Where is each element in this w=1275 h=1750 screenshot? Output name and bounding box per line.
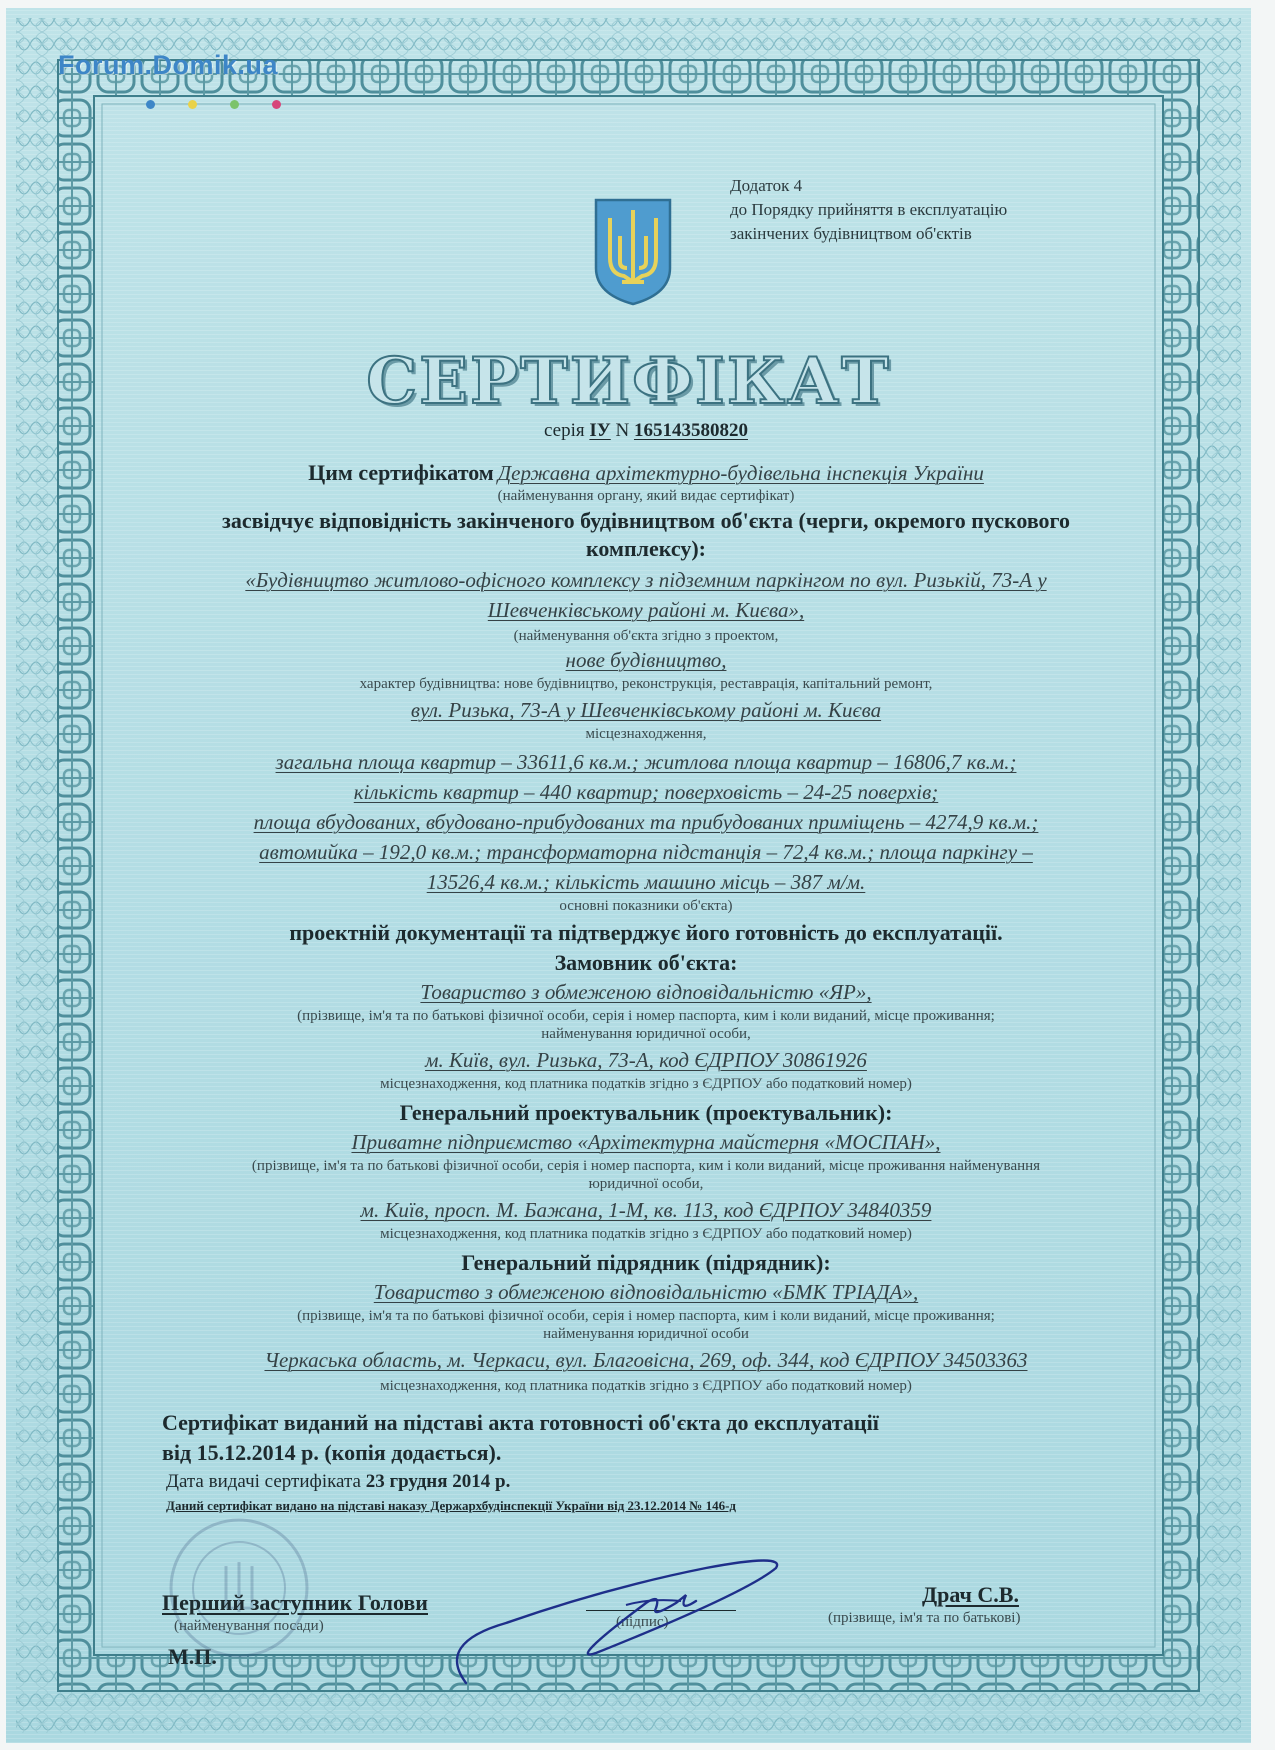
signer-position: Перший заступник Голови xyxy=(162,1590,428,1615)
designer-address: м. Київ, просп. М. Бажана, 1-М, кв. 113, код ЄДРПОУ 34840359 xyxy=(360,1198,932,1222)
certifies-line-2: комплексу): xyxy=(586,536,706,561)
indicator-line-2: кількість квартир – 440 квартир; поверховість – 24-25 поверхів; xyxy=(353,780,939,804)
object-location: вул. Ризька, 73-А у Шевченківському районі м. Києва xyxy=(410,698,882,722)
series-code: ІУ xyxy=(589,420,611,441)
indicator-line-5: 13526,4 кв.м.; кількість машино місць – 387 м/м. xyxy=(426,870,866,894)
object-name-line-2: Шевченківському районі м. Києва», xyxy=(487,598,805,622)
contractor-address: Черкаська область, м. Черкаси, вул. Благовісна, 269, оф. 344, код ЄДРПОУ 34503363 xyxy=(264,1348,1028,1372)
issue-date-line xyxy=(166,1471,1146,1493)
order-note: Даний сертифікат видано на підставі наказу Держархбудінспекції України від 23.12.2014 № 146-д xyxy=(166,1498,737,1513)
basis-line-2: від 15.12.2014 р. (копія додається). xyxy=(162,1440,502,1465)
signer-name: Драч С.В. xyxy=(922,1582,1019,1607)
annex-line-3: закінчених будівництвом об'єктів xyxy=(730,224,972,243)
indicator-line-3: площа вбудованих, вбудовано-прибудованих та прибудованих приміщень – 4274,9 кв.м.; xyxy=(253,810,1039,834)
customer-heading: Замовник об'єкта: xyxy=(554,950,738,975)
indicators-caption: основні показники об'єкта) xyxy=(559,898,733,914)
contractor-name: Товариство з обмеженою відповідальністю «БМК ТРІАДА», xyxy=(373,1280,919,1304)
conformity-statement: проектній документації та підтверджує його готовність до експлуатації. xyxy=(289,920,1003,945)
site-watermark: Forum.Domik.ua xyxy=(58,50,279,80)
certifies-line-1: засвідчує відповідність закінченого будівництвом об'єкта (черги, окремого пускового xyxy=(222,508,1070,533)
designer-heading: Генеральний проектувальник (проектувальник): xyxy=(399,1100,893,1125)
basis-line-1: Сертифікат виданий на підставі акта готовності об'єкта до експлуатації xyxy=(162,1410,879,1435)
coat-of-arms-icon xyxy=(592,196,674,308)
series-number-label: N xyxy=(615,420,630,441)
series-number: 165143580820 xyxy=(633,420,748,441)
annex-line-1: Додаток 4 xyxy=(730,176,803,195)
contractor-caption-2: найменування юридичної особи xyxy=(543,1326,749,1342)
signer-name-caption: (прізвище, ім'я та по батькові) xyxy=(828,1610,1021,1626)
designer-caption-1: (прізвище, ім'я та по батькові фізичної особи, серія і номер паспорта, ким і коли виданий, місце проживання найменування xyxy=(251,1158,1041,1174)
customer-address: м. Київ, вул. Ризька, 73-А, код ЄДРПОУ 30861926 xyxy=(425,1048,867,1072)
contractor-caption-1: (прізвище, ім'я та по батькові фізичної особи, серія і номер паспорта, ким і коли виданий, місце проживання; xyxy=(297,1308,995,1324)
customer-address-caption: місцезнаходження, код платника податків згідно з ЄДРПОУ або податковий номер) xyxy=(380,1076,912,1092)
annex-note xyxy=(730,174,1007,246)
certificate-sheet xyxy=(6,8,1251,1743)
signer-position-caption: (найменування посади) xyxy=(174,1618,324,1634)
indicator-line-4: автомийка – 192,0 кв.м.; трансформаторна підстанція – 72,4 кв.м.; площа паркінгу – xyxy=(259,840,1033,864)
object-name-caption: (найменування об'єкта згідно з проектом, xyxy=(513,628,779,644)
signature-caption: (підпис) xyxy=(616,1614,669,1630)
designer-caption-2: юридичної особи, xyxy=(588,1176,704,1192)
customer-caption-2: найменування юридичної особи, xyxy=(541,1026,751,1042)
customer-caption-1: (прізвище, ім'я та по батькові фізичної особи, серія і номер паспорта, ким і коли виданий, місце проживання; xyxy=(297,1008,995,1024)
contractor-heading: Генеральний підрядник (підрядник): xyxy=(461,1250,831,1275)
series-line xyxy=(156,420,1136,442)
designer-name: Приватне підприємство «Архітектурна майстерня «МОСПАН», xyxy=(351,1130,941,1154)
contractor-address-caption: місцезнаходження, код платника податків згідно з ЄДРПОУ або податковий номер) xyxy=(380,1378,912,1394)
handwritten-signature xyxy=(446,1543,806,1693)
series-label: серія xyxy=(544,420,585,441)
annex-line-2: до Порядку прийняття в експлуатацію xyxy=(730,200,1008,219)
object-name-line-1: «Будівництво житлово-офісного комплексу з підземним паркінгом по вул. Ризькій, 73-А у xyxy=(245,568,1047,592)
indicator-line-1: загальна площа квартир – 33611,6 кв.м.; житлова площа квартир – 16806,7 кв.м.; xyxy=(275,750,1017,774)
seal-mark: М.П. xyxy=(168,1644,217,1669)
issuer-name: Державна архітектурно-будівельна інспекція України xyxy=(497,461,984,485)
issuer-line xyxy=(156,460,1136,486)
round-seal-icon xyxy=(144,1518,334,1658)
construction-kind-caption: характер будівництва: нове будівництво, реконструкція, реставрація, капітальний ремонт, xyxy=(359,676,933,692)
issue-date: 23 грудня 2014 р. xyxy=(365,1471,511,1492)
construction-kind: нове будівництво, xyxy=(565,648,727,672)
object-location-caption: місцезнаходження, xyxy=(585,726,707,742)
certificate-title: СЕРТИФІКАТ xyxy=(366,344,891,419)
watermark-dots xyxy=(146,96,314,114)
issuer-lead: Цим сертифікатом xyxy=(308,460,494,485)
issue-date-lead: Дата видачі сертифіката xyxy=(166,1471,361,1492)
designer-address-caption: місцезнаходження, код платника податків згідно з ЄДРПОУ або податковий номер) xyxy=(380,1226,912,1242)
issuer-caption: (найменування органу, який видає сертифікат) xyxy=(497,488,795,504)
customer-name: Товариство з обмеженою відповідальністю «ЯР», xyxy=(420,980,872,1004)
